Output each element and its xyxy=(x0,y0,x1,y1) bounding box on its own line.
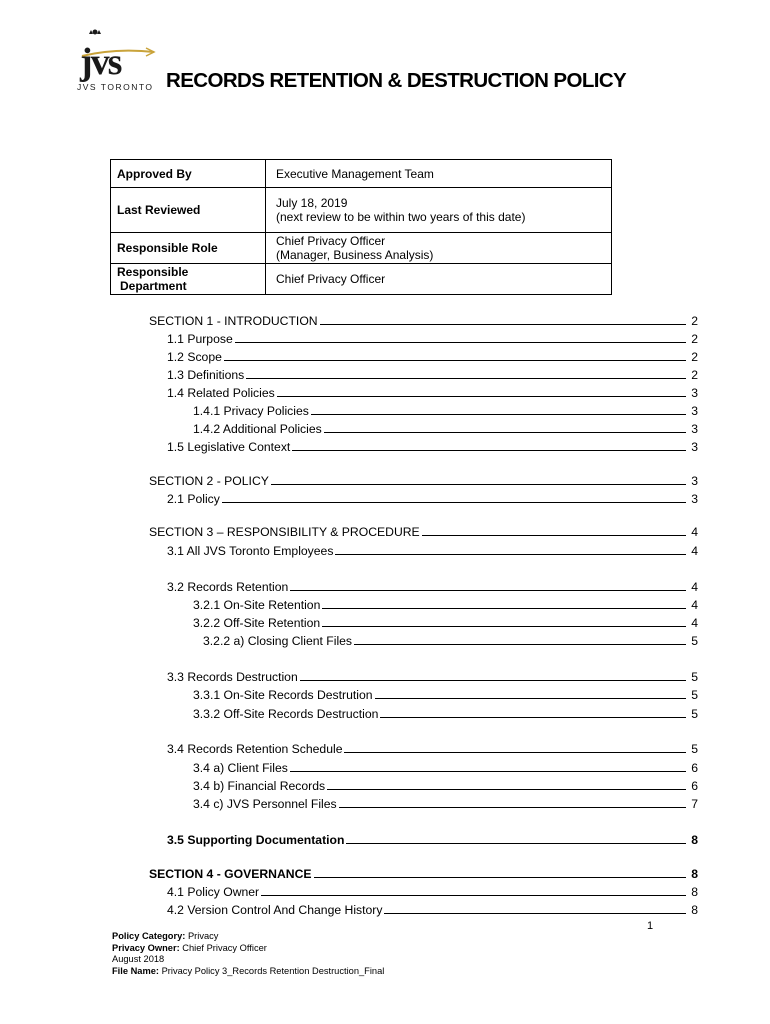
toc-entry[interactable] xyxy=(149,523,698,539)
toc-entry-title: 3.3.1 On-Site Records Destrution xyxy=(193,688,373,702)
toc-entry-page: 3 xyxy=(691,404,698,418)
toc-entry-page: 2 xyxy=(691,332,698,346)
toc-leader-line xyxy=(277,396,686,397)
toc-leader-line xyxy=(222,502,686,503)
toc-entry-page: 3 xyxy=(691,422,698,436)
toc-entry[interactable] xyxy=(167,740,698,756)
responsible-role-value: Chief Privacy Officer xyxy=(276,234,386,248)
toc-entry-page: 2 xyxy=(691,368,698,382)
toc-entry-title: 3.5 Supporting Documentation xyxy=(167,833,345,847)
approved-by-label: Approved By xyxy=(111,160,266,188)
toc-leader-line xyxy=(344,752,686,753)
toc-leader-line xyxy=(311,414,686,415)
toc-leader-line xyxy=(320,324,686,325)
toc-entry-page: 4 xyxy=(691,616,698,630)
toc-entry-page: 2 xyxy=(691,350,698,364)
toc-entry[interactable] xyxy=(203,632,698,648)
svg-text:jvs: jvs xyxy=(80,41,121,83)
toc-entry-page: 5 xyxy=(691,634,698,648)
toc-leader-line xyxy=(290,771,686,772)
toc-entry-title: SECTION 3 – RESPONSIBILITY & PROCEDURE xyxy=(149,525,420,539)
toc-leader-line xyxy=(235,342,686,343)
toc-entry-page: 3 xyxy=(691,386,698,400)
toc-entry-title: 3.4 Records Retention Schedule xyxy=(167,742,343,756)
toc-entry[interactable] xyxy=(167,366,698,382)
document-footer xyxy=(112,931,384,977)
responsible-department-label-line2: Department xyxy=(120,279,187,293)
toc-entry-title: 1.2 Scope xyxy=(167,350,222,364)
toc-entry-page: 8 xyxy=(691,833,698,847)
toc-entry[interactable] xyxy=(167,668,698,684)
toc-entry-title: SECTION 2 - POLICY xyxy=(149,474,269,488)
toc-leader-line xyxy=(322,626,686,627)
toc-entry-title: SECTION 1 - INTRODUCTION xyxy=(149,314,318,328)
toc-entry[interactable] xyxy=(193,795,698,811)
toc-leader-line xyxy=(246,378,686,379)
toc-entry[interactable] xyxy=(193,759,698,775)
last-reviewed-label: Last Reviewed xyxy=(111,188,266,233)
privacy-owner-value: Chief Privacy Officer xyxy=(182,942,267,953)
toc-entry-title: 1.4 Related Policies xyxy=(167,386,275,400)
responsible-department-label: Responsible xyxy=(117,265,189,279)
toc-entry[interactable] xyxy=(149,865,698,881)
privacy-owner-label: Privacy Owner: xyxy=(112,942,180,953)
approved-by-value: Executive Management Team xyxy=(266,160,612,188)
toc-entry[interactable] xyxy=(193,596,698,612)
toc-entry-title: 3.4 b) Financial Records xyxy=(193,779,326,793)
toc-entry[interactable] xyxy=(167,901,698,917)
toc-leader-line xyxy=(335,554,686,555)
last-reviewed-note: (next review to be within two years of this date) xyxy=(276,210,526,224)
toc-entry-title: 3.4 a) Client Files xyxy=(193,761,288,775)
toc-entry[interactable] xyxy=(193,614,698,630)
toc-entry-page: 8 xyxy=(691,867,698,881)
page-number: 1 xyxy=(647,920,654,932)
toc-entry-title: 1.4.2 Additional Policies xyxy=(193,422,322,436)
toc-entry-title: 3.3 Records Destruction xyxy=(167,670,298,684)
toc-entry[interactable] xyxy=(167,883,698,899)
toc-entry-title: SECTION 4 - GOVERNANCE xyxy=(149,867,312,881)
policy-category-value: Privacy xyxy=(187,931,219,941)
toc-entry[interactable] xyxy=(193,420,698,436)
toc-entry-page: 8 xyxy=(691,903,698,917)
toc-entry-title: 3.3.2 Off-Site Records Destruction xyxy=(193,707,379,721)
toc-entry[interactable] xyxy=(167,384,698,400)
document-title: RECORDS RETENTION & DESTRUCTION POLICY xyxy=(166,69,627,92)
toc-leader-line xyxy=(324,432,686,433)
responsible-department-value: Chief Privacy Officer xyxy=(266,264,612,295)
toc-entry-page: 5 xyxy=(691,670,698,684)
toc-entry[interactable] xyxy=(167,438,698,454)
toc-entry[interactable] xyxy=(167,542,698,558)
toc-entry[interactable] xyxy=(149,312,698,328)
toc-leader-line xyxy=(300,680,686,681)
toc-entry-page: 7 xyxy=(691,797,698,811)
toc-entry-title: 3.2.1 On-Site Retention xyxy=(193,598,321,612)
toc-entry[interactable] xyxy=(193,705,698,721)
svg-text:JVS TORONTO: JVS TORONTO xyxy=(77,82,154,92)
toc-entry-page: 8 xyxy=(691,885,698,899)
toc-leader-line xyxy=(292,450,686,451)
toc-leader-line xyxy=(375,698,686,699)
toc-leader-line xyxy=(339,807,686,808)
toc-entry-page: 6 xyxy=(691,779,698,793)
toc-leader-line xyxy=(422,535,686,536)
toc-entry-page: 5 xyxy=(691,742,698,756)
footer-date: August 2018 xyxy=(112,954,165,965)
responsible-role-label: Responsible Role xyxy=(111,233,266,264)
last-reviewed-date: July 18, 2019 xyxy=(276,196,348,210)
toc-leader-line xyxy=(354,644,686,645)
toc-entry-title: 3.2.2 Off-Site Retention xyxy=(193,616,321,630)
toc-leader-line xyxy=(380,717,686,718)
toc-leader-line xyxy=(271,484,686,485)
toc-entry[interactable] xyxy=(193,686,698,702)
toc-leader-line xyxy=(322,608,686,609)
toc-entry-page: 4 xyxy=(691,598,698,612)
toc-entry-page: 4 xyxy=(691,544,698,558)
toc-leader-line xyxy=(346,843,686,844)
toc-entry[interactable] xyxy=(193,402,698,418)
toc-entry-title: 4.1 Policy Owner xyxy=(167,885,260,899)
file-name-value: Privacy Policy 3_Records Retention Destruction_Final xyxy=(161,965,385,976)
toc-leader-line xyxy=(261,895,686,896)
toc-entry-title: 3.2 Records Retention xyxy=(167,580,289,594)
toc-entry[interactable] xyxy=(167,330,698,346)
toc-leader-line xyxy=(290,590,686,591)
toc-entry-page: 6 xyxy=(691,761,698,775)
policy-category-label: Policy Category: xyxy=(112,931,186,941)
toc-entry-page: 2 xyxy=(691,314,698,328)
toc-entry[interactable] xyxy=(167,578,698,594)
toc-entry-page: 4 xyxy=(691,525,698,539)
toc-leader-line xyxy=(224,360,686,361)
toc-entry-title: 3.4 c) JVS Personnel Files xyxy=(193,797,337,811)
toc-entry-page: 3 xyxy=(691,492,698,506)
toc-entry-title: 1.5 Legislative Context xyxy=(167,440,291,454)
toc-entry-title: 1.4.1 Privacy Policies xyxy=(193,404,309,418)
toc-entry[interactable] xyxy=(167,831,698,847)
toc-entry-title: 1.3 Definitions xyxy=(167,368,245,382)
toc-entry-page: 4 xyxy=(691,580,698,594)
toc-entry-title: 1.1 Purpose xyxy=(167,332,233,346)
toc-entry-page: 5 xyxy=(691,707,698,721)
toc-entry[interactable] xyxy=(149,472,698,488)
toc-leader-line xyxy=(384,913,686,914)
toc-entry-page: 3 xyxy=(691,440,698,454)
toc-entry-title: 3.2.2 a) Closing Client Files xyxy=(203,634,353,648)
toc-leader-line xyxy=(327,789,686,790)
toc-entry-page: 3 xyxy=(691,474,698,488)
toc-entry[interactable] xyxy=(193,777,698,793)
toc-entry-title: 3.1 All JVS Toronto Employees xyxy=(167,544,334,558)
file-name-label: File Name: xyxy=(112,965,160,976)
responsible-role-note: (Manager, Business Analysis) xyxy=(276,248,434,262)
toc-entry[interactable] xyxy=(167,348,698,364)
toc-entry-page: 5 xyxy=(691,688,698,702)
toc-entry-title: 4.2 Version Control And Change History xyxy=(167,903,383,917)
toc-leader-line xyxy=(314,877,686,878)
toc-entry-title: 2.1 Policy xyxy=(167,492,220,506)
toc-entry[interactable] xyxy=(167,490,698,506)
